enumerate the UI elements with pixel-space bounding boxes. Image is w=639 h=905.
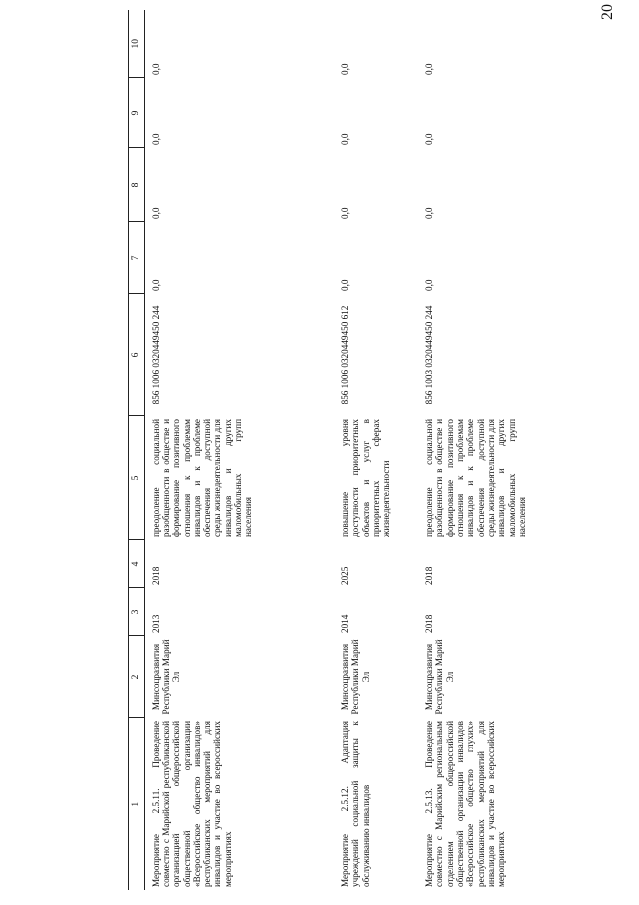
value-col-10: 0,0 <box>150 63 161 75</box>
start-year: 2018 <box>424 614 435 633</box>
value-col-9: 0,0 <box>424 133 435 145</box>
measure-name: Мероприятие 2.5.11. Проведение совместно с Марийской республиканской организацией общероссийской общественной организации «Всероссийское общество инвалидов» республиканских мероприятий для инвалидов и участие во всероссийских мероприятиях <box>150 721 233 887</box>
measures-table <box>128 10 608 890</box>
table-row <box>418 10 608 890</box>
executor: Минсоцразвития Республики Марий Эл <box>150 639 182 715</box>
expected-result: преодоление социальной разобщенности в обществе и формирование позитивного отношения к проблемам инвалидов и к проблеме обеспечения доступной среды жизнедеятельности для инвалидов и других маломобильных групп населения <box>424 419 527 537</box>
col-header-9: 9 <box>129 78 145 148</box>
value-col-7: 0,0 <box>150 279 161 291</box>
measure-name: Мероприятие 2.5.13. Проведение совместно с Марийским региональным отделением общероссийской общественной организации инвалидов «Всероссийское общество глухих» республиканских мероприятий для инвалидов и участие во всероссийских мероприятиях <box>424 721 507 887</box>
end-year: 2018 <box>150 566 161 585</box>
col-header-2: 2 <box>129 636 145 718</box>
col-header-1: 1 <box>129 718 145 890</box>
value-col-8: 0,0 <box>150 207 161 219</box>
start-year: 2014 <box>340 614 351 633</box>
expected-result: повышение уровня доступности приоритетных объектов и услуг в приоритетных сферах жизнедеятельности <box>340 419 392 537</box>
col-header-6: 6 <box>129 294 145 416</box>
table-row <box>144 10 334 890</box>
value-col-8: 0,0 <box>424 207 435 219</box>
col-header-10: 10 <box>129 10 145 78</box>
col-header-5: 5 <box>129 416 145 540</box>
value-col-10: 0,0 <box>424 63 435 75</box>
rotated-table-container <box>128 10 624 890</box>
budget-code: 856 1003 0320449450 244 <box>424 305 435 405</box>
col-header-7: 7 <box>129 222 145 294</box>
value-col-7: 0,0 <box>424 279 435 291</box>
budget-code: 856 1006 0320449450 612 <box>340 305 351 405</box>
measure-name: Мероприятие 2.5.12. Адаптация учреждений социальной защиты к обслуживанию инвалидов <box>340 721 371 887</box>
budget-code: 856 1006 0320449450 244 <box>150 305 161 405</box>
value-col-7: 0,0 <box>340 279 351 291</box>
value-col-8: 0,0 <box>340 207 351 219</box>
value-col-9: 0,0 <box>340 133 351 145</box>
col-header-3: 3 <box>129 588 145 636</box>
page-number: 20 <box>599 4 616 20</box>
executor: Минсоцразвития Республики Марий Эл <box>340 639 371 715</box>
start-year: 2013 <box>150 614 161 633</box>
expected-result: преодоление социальной разобщенности в обществе и формирование позитивного отношения к проблемам инвалидов и к проблеме обеспечения доступной среды жизнедеятельности для инвалидов и других маломобильных групп населения <box>150 419 254 537</box>
column-number-header <box>129 10 145 890</box>
col-header-8: 8 <box>129 148 145 222</box>
end-year: 2025 <box>340 566 351 585</box>
value-col-9: 0,0 <box>150 133 161 145</box>
end-year: 2018 <box>424 566 435 585</box>
col-header-4: 4 <box>129 540 145 588</box>
value-col-10: 0,0 <box>340 63 351 75</box>
executor: Минсоцразвития Республики Марий Эл <box>424 639 455 715</box>
table-row <box>334 10 418 890</box>
